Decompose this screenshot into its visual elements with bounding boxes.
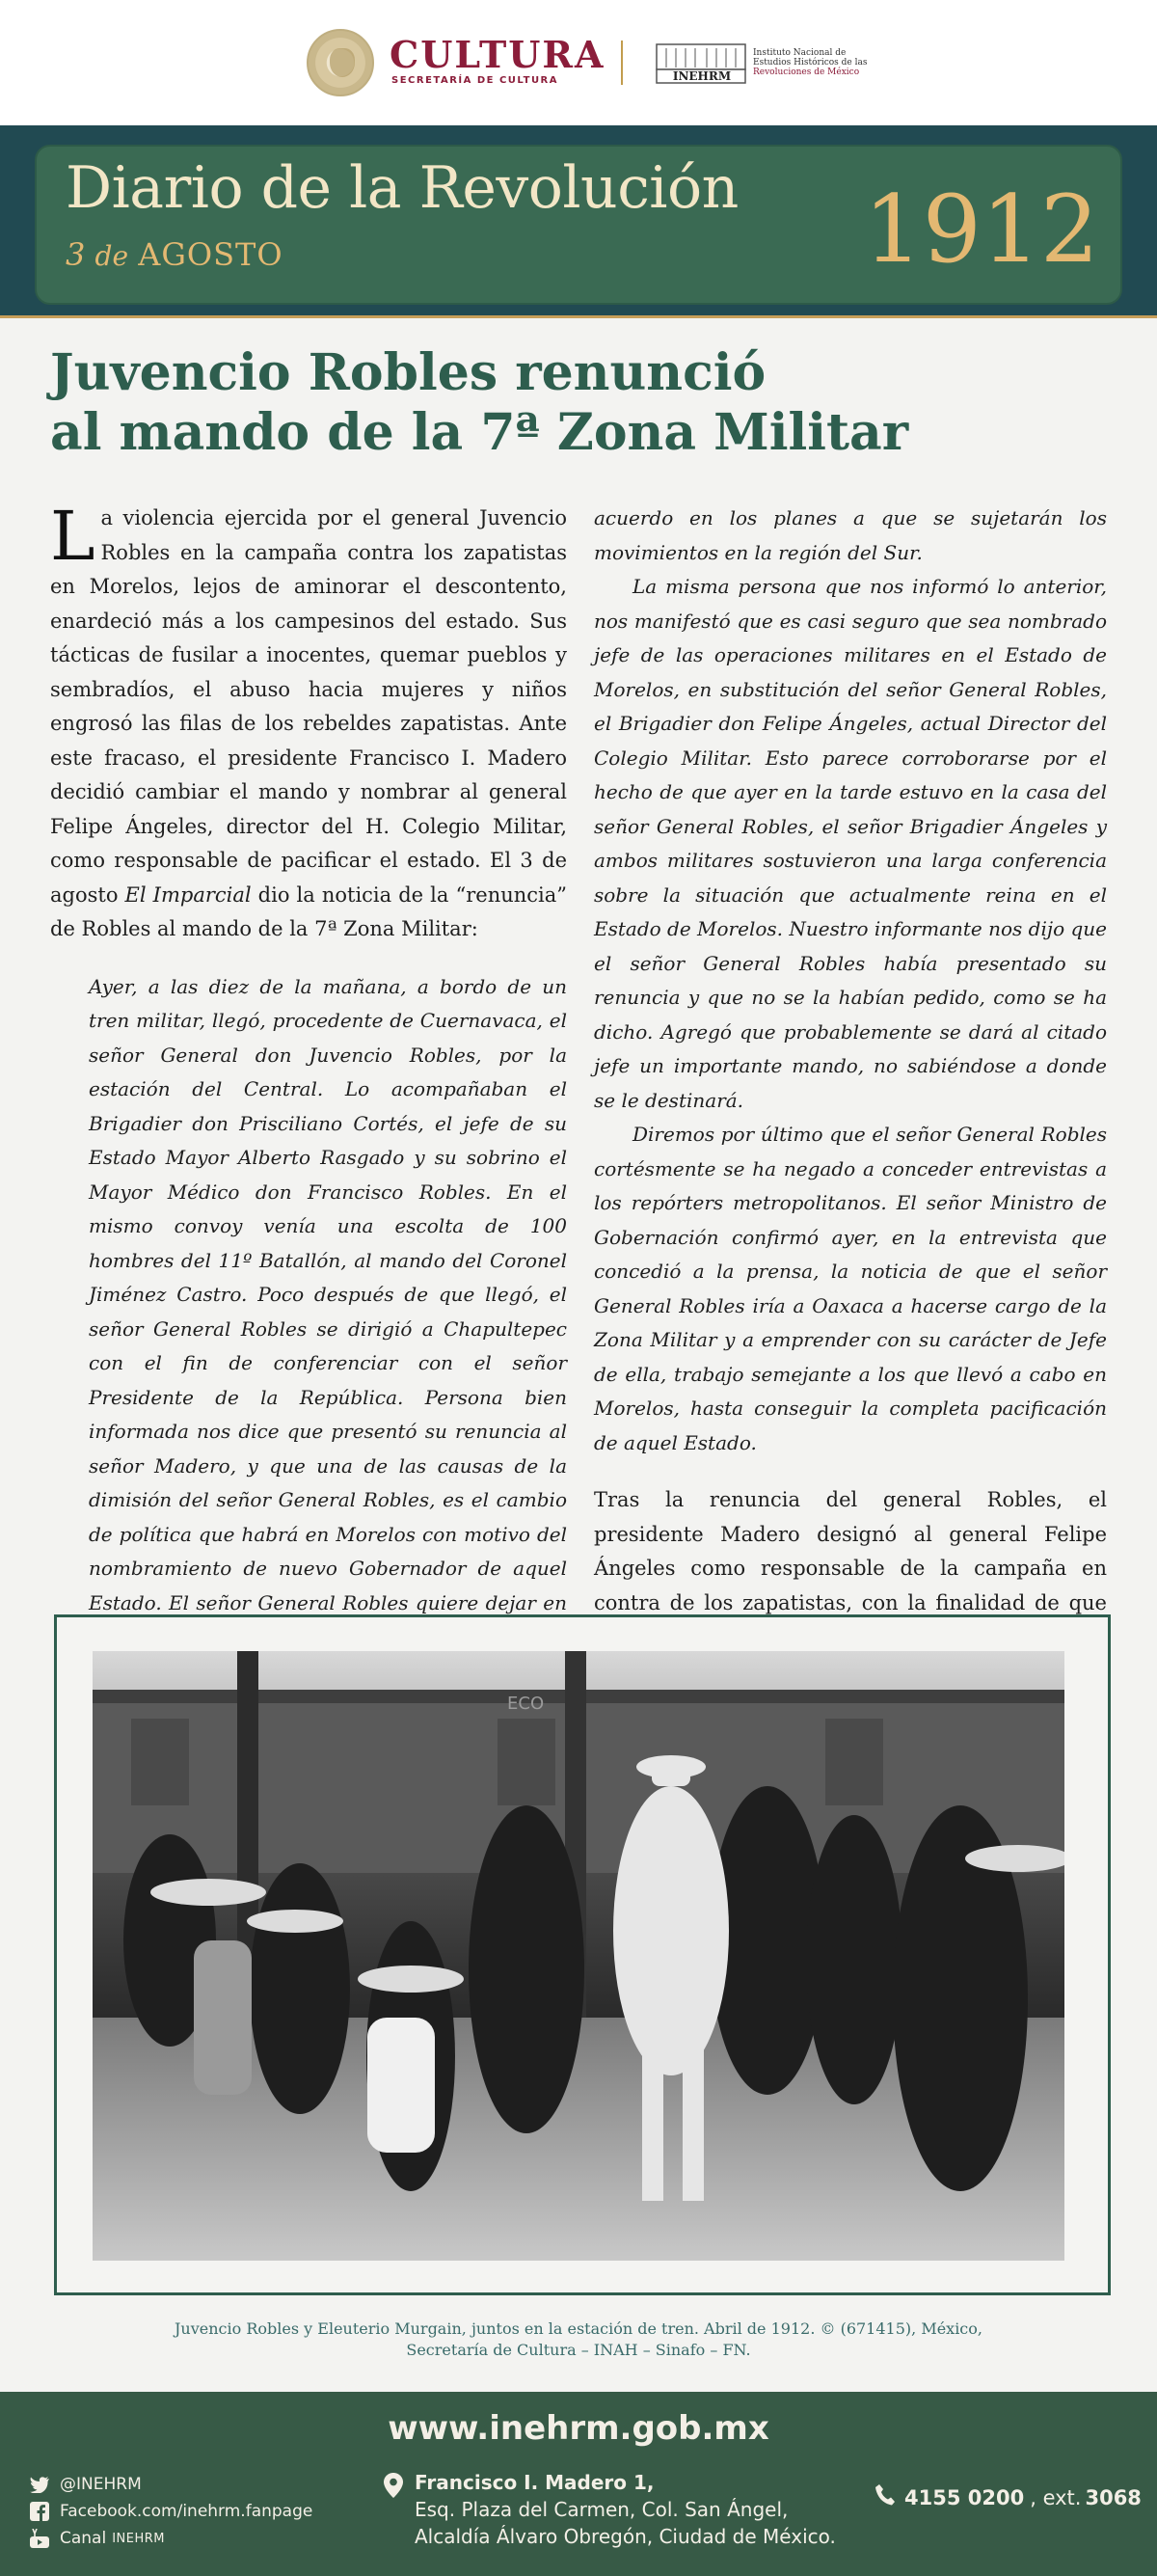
intro-paragraph [50,497,568,947]
inehrm-abbr: INEHRM [672,69,732,83]
twitter-link[interactable] [29,2471,347,2498]
caption-line-2: Secretaría de Cultura – INAH – Sinafo – FN. [406,2341,751,2359]
inehrm-line2: Estudios Históricos de las [753,58,868,68]
date-day: 3 [66,236,86,273]
address-street: Francisco I. Madero 1, [415,2471,655,2494]
phone-ext-label: , ext. [1030,2485,1082,2509]
quote-right-p3: Diremos por último que el señor General Robles cortésmente se ha negado a conceder entrevistas a los repórters metropolitanos. El señor Ministro de Gobernación confirmó ayer, en la entrevista que concedió a la prensa, la noticia de que el señor General Robles iría a Oaxaca a hacerse cargo de la Zona Militar y a emprender con su carácter de Jefe de ella, trabajo semejante a los que llevó a cabo en Morelos, hasta conseguir la completa pacificación de aquel Estado. [594,1123,1107,1454]
article-column-left [50,497,568,1689]
article-column-right [594,502,1107,1689]
address-block [384,2469,847,2550]
intro-text-b: dio la noticia de la “renuncia” de Robles al mando de la 7ª Zona Militar: [50,882,568,940]
inehrm-line3: Revoluciones de México [753,68,860,77]
headline-line-2: al mando de la 7ª Zona Militar [50,403,909,462]
facebook-link[interactable] [29,2498,347,2525]
address-line-3: Alcaldía Álvaro Obregón, Ciudad de México. [415,2525,836,2548]
quote-right-p2: La misma persona que nos informó lo anterior, nos manifestó que es casi seguro que sea nombrado jefe de las operaciones militares en el Estado de Morelos, en substitución del señor General Robles, el Brigadier don Felipe Ángeles, actual Director del Colegio Militar. Esto parece corroborarse por el hecho de que ayer en la tarde estuvo en la casa del señor General Robles, el señor Brigadier Ángeles y ambos militares sostuvieron una larga conferencia sobre la situación que actualmente reina en el Estado de Morelos. Nuestro informante nos dijo que el señor General Robles había presentado su renuncia y que no se la habían pedido, como se ha dicho. Agregó que probablemente se dará al citado jefe un importante mando, no sabiéndose a donde se le destinará. [594,575,1107,1112]
twitter-handle: @INEHRM [60,2475,142,2494]
phone-icon [875,2484,895,2510]
header-logos [0,0,1157,125]
twitter-icon [29,2475,50,2494]
address-line-2: Esq. Plaza del Carmen, Col. San Ángel, [415,2498,789,2521]
mexico-seal-icon [307,29,374,96]
social-links [29,2471,347,2552]
headline-line-1: Juvencio Robles renunció [50,343,767,402]
photo-caption [96,2318,1061,2361]
youtube-icon [29,2529,50,2548]
cultura-logo-text: CULTURA [390,33,605,76]
date-de: de [94,240,129,272]
logo-divider [621,41,623,85]
inehrm-fullname [753,48,878,77]
cultura-subtitle: SECRETARÍA DE CULTURA [391,75,558,86]
phone-ext-number: 3068 [1085,2485,1142,2509]
quote-left: Ayer, a las diez de la mañana, a bordo de un tren militar, llegó, procedente de Cuernavaca, el señor General don Juvencio Robles, por la estación del Central. Lo acompañaban el Brigadier don Prisciliano Cortés, el jefe de su Estado Mayor Alberto Rasgado y su sobrino el Mayor Médico don Francisco Robles. En el mismo convoy venía una escolta de 100 hombres del 11º Batallón, al mando del Coronel Jiménez Castro. Poco después de que llegó, el señor General Robles se dirigió a Chapultepec con el fin de conferenciar con el señor Presidente de la República. Persona bien informada nos dice que presentó su renuncia al señor Madero, y que una de las causas de la dimisión del señor General Robles, es el cambio de política que habrá en Morelos con motivo del nombramiento de nuevo Gobernador de aquel Estado. El señor General Robles quiere dejar en [89,974,567,1614]
youtube-label: Canal [60,2529,107,2548]
quote-right-p1: acuerdo en los planes a que se sujetarán los movimientos en la región del Sur. [594,506,1107,564]
banner-date [66,236,283,273]
inehrm-line1: Instituto Nacional de [753,48,847,58]
train-sign: ECO [507,1694,545,1714]
article-headline [50,343,1111,463]
date-month: AGOSTO [138,236,283,273]
youtube-channel-name: INEHRM [112,2531,165,2546]
facebook-page: Facebook.com/inehrm.fanpage [60,2502,313,2521]
drop-cap: L [50,497,95,576]
quote-right [594,502,1107,1460]
newspaper-name: El Imparcial [124,882,252,907]
phone-block[interactable] [875,2484,1142,2510]
facebook-icon [29,2502,50,2521]
phone-number: 4155 0200 [904,2485,1025,2509]
location-pin-icon [384,2473,403,2505]
intro-text-a: a violencia ejercida por el general Juvencio Robles en la campaña contra los zapatistas en Morelos, lejos de aminorar el descontento, enardeció más a los campesinos del estado. Sus tácticas de fusilar a inocentes, quemar pueblos y sembradíos, el abuso hacia mujeres y niños engrosó las filas de los rebeldes zapatistas. Ante este fracaso, el presidente Francisco I. Madero decidió cambiar el mando y nombrar al general Felipe Ángeles, director del H. Colegio Militar, como responsable de pacificar el estado. El 3 de agosto [50,506,567,907]
youtube-link[interactable] [29,2525,347,2552]
series-title: Diario de la Revolución [66,154,739,222]
banner-year: 1912 [863,176,1099,284]
website-link[interactable]: www.inehrm.gob.mx [388,2409,769,2448]
closing-paragraph: Tras la renuncia del general Robles, el presidente Madero designó al general Felipe Ángeles como responsable de la campaña en contra de los zapatistas, con la finalidad de que [594,1488,1107,1614]
caption-line-1: Juvencio Robles y Eleuterio Murgain, juntos en la estación de tren. Abril de 1912. © (671415), México, [175,2319,982,2338]
historical-photo [93,1651,1064,2261]
